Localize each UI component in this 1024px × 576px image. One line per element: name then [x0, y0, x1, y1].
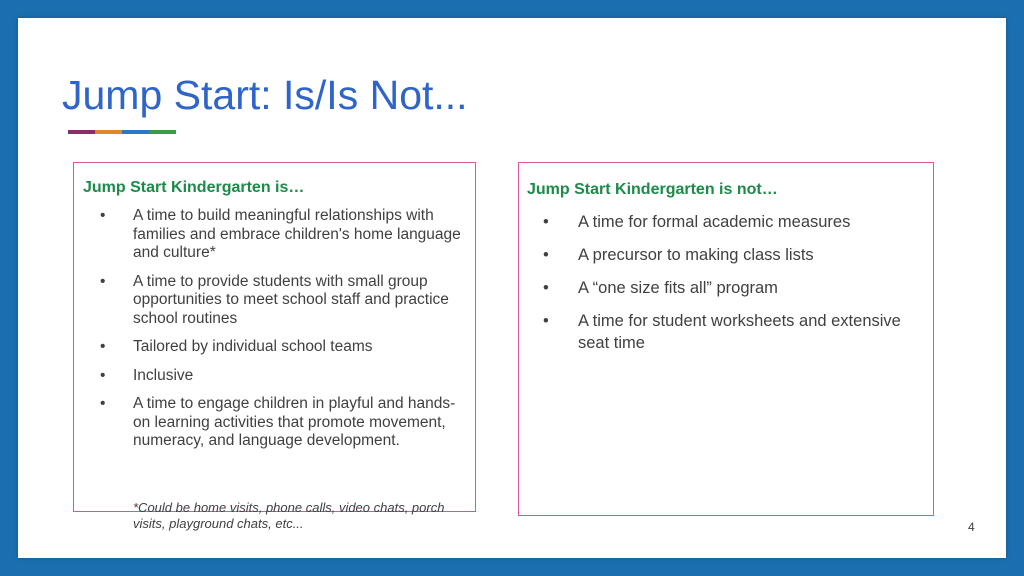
bullet-icon: • [100, 272, 106, 290]
list-item-text: A time to build meaningful relationships with families and embrace children's home language and culture* [133, 207, 461, 261]
list-item [74, 273, 464, 329]
accent-segment-3 [122, 130, 149, 134]
list-item [519, 277, 919, 299]
list-item [519, 244, 919, 266]
list-item-text: A time to engage children in playful and hands-on learning activities that promote movement, numeracy, and language development. [133, 395, 456, 449]
title-accent-bar [68, 130, 176, 134]
list-item [519, 211, 919, 233]
list-item-text: A time to provide students with small group opportunities to meet school staff and practice school routines [133, 272, 449, 327]
list-item [74, 395, 464, 451]
list-item [74, 338, 464, 357]
list-item [74, 367, 464, 386]
footnote: *Could be home visits, phone calls, video chats, porch visits, playground chats, etc... [133, 500, 445, 531]
bullet-icon: • [100, 395, 106, 412]
slide [18, 18, 1006, 558]
bullet-icon: • [100, 207, 106, 224]
list-item-text: A “one size fits all” program [578, 279, 778, 297]
list-item-text: A precursor to making class lists [578, 246, 814, 264]
bullet-icon: • [100, 338, 106, 355]
list-item [519, 310, 919, 354]
accent-segment-4 [149, 130, 176, 134]
list-item [74, 207, 464, 263]
bullet-icon: • [543, 279, 549, 297]
list-item-text: Inclusive [133, 366, 194, 384]
is-not-list [519, 211, 919, 365]
is-list [74, 207, 464, 461]
list-item-text: A time for student worksheets and extensive seat time [578, 312, 901, 352]
is-box [73, 162, 476, 531]
bullet-icon: • [543, 312, 549, 330]
is-heading: Jump Start Kindergarten is… [83, 179, 305, 196]
is-not-box [518, 162, 934, 516]
list-item-text: Tailored by individual school teams [133, 338, 373, 355]
bullet-icon: • [100, 366, 106, 384]
accent-segment-1 [68, 130, 95, 134]
accent-segment-2 [95, 130, 122, 134]
bullet-icon: • [543, 246, 549, 264]
bullet-icon: • [543, 213, 549, 231]
is-not-heading: Jump Start Kindergarten is not… [527, 181, 778, 198]
list-item-text: A time for formal academic measures [578, 213, 851, 231]
slide-title: Jump Start: Is/Is Not... [62, 72, 468, 118]
page-number: 4 [968, 520, 975, 534]
